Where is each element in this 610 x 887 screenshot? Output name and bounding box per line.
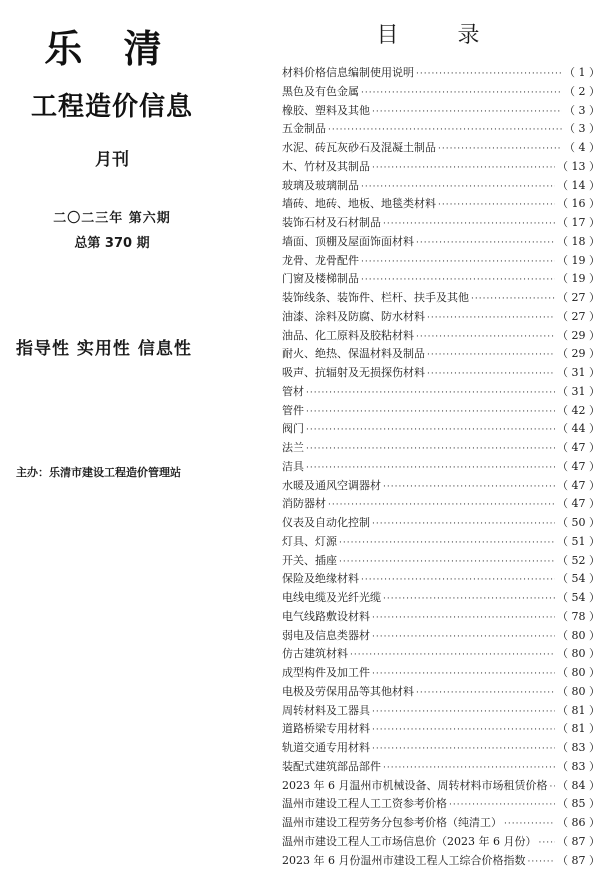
- toc-entry-title: 装饰石材及石材制品: [282, 216, 381, 229]
- toc-title: 目 录: [376, 23, 506, 48]
- toc-leader-dots: [372, 515, 555, 533]
- toc-entry-page: （ 19 ）: [557, 253, 600, 267]
- toc-entry-title: 水泥、砖瓦灰砂石及混凝土制品: [282, 141, 436, 154]
- toc-entry[interactable]: [282, 814, 600, 833]
- toc-leader-dots: [383, 759, 555, 777]
- toc-entry[interactable]: [282, 720, 600, 739]
- toc-entry[interactable]: [282, 645, 600, 664]
- toc-entry-page: （ 3 ）: [564, 122, 600, 136]
- toc-entry[interactable]: [282, 158, 600, 177]
- toc-entry-title: 消防器材: [282, 497, 326, 511]
- slogan: 指导性 实用性 信息性: [16, 339, 192, 359]
- toc-entry-title: 保险及绝缘材料: [282, 572, 359, 586]
- total-issue-number: 总第 370 期: [74, 236, 150, 251]
- toc-entry[interactable]: [282, 608, 600, 627]
- toc-leader-dots: [339, 534, 555, 552]
- toc-entry-title: 温州市建设工程人工市场信息价（2023 年 6 月份）: [282, 834, 537, 848]
- toc-entry-title: 木、竹材及其制品: [282, 159, 370, 173]
- toc-leader-dots: [328, 496, 555, 514]
- toc-leader-dots: [504, 815, 555, 833]
- toc-entry-title: 成型构件及加工件: [282, 666, 370, 679]
- toc-entry[interactable]: [282, 495, 600, 514]
- toc-entry[interactable]: [282, 139, 600, 158]
- toc-leader-dots: [350, 646, 555, 664]
- toc-entry-title: 弱电及信息类器材: [282, 628, 370, 642]
- toc-entry-page: （ 4 ）: [564, 141, 600, 154]
- toc-entry-page: （ 50 ）: [557, 516, 600, 529]
- toc-leader-dots: [372, 740, 555, 758]
- toc-entry[interactable]: [282, 252, 600, 271]
- toc-leader-dots: [416, 684, 555, 702]
- toc-leader-dots: [361, 178, 555, 196]
- toc-entry[interactable]: [282, 308, 600, 327]
- toc-entry-title: 管件: [282, 403, 304, 417]
- toc-entry-page: （ 83 ）: [557, 741, 600, 754]
- toc-entry-page: （ 47 ）: [557, 441, 600, 454]
- toc-entry-page: （ 16 ）: [557, 197, 600, 211]
- toc-entry-title: 温州市建设工程人工工资参考价格: [282, 797, 447, 811]
- toc-entry-title: 耐火、绝热、保温材料及制品: [282, 347, 425, 361]
- toc-entry-title: 龙骨、龙骨配件: [282, 253, 359, 267]
- toc-entry-page: （ 78 ）: [557, 609, 600, 623]
- toc-entry-page: （ 83 ）: [557, 759, 600, 773]
- toc-entry-page: （ 18 ）: [557, 234, 600, 248]
- toc-entry[interactable]: [282, 327, 600, 346]
- toc-entry-title: 橡胶、塑料及其他: [282, 103, 370, 117]
- toc-leader-dots: [383, 590, 555, 608]
- toc-leader-dots: [416, 234, 555, 252]
- toc-leader-dots: [383, 215, 555, 233]
- toc-list: [282, 64, 600, 870]
- toc-leader-dots: [427, 309, 555, 327]
- cover-panel: [0, 0, 280, 887]
- toc-entry-page: （ 47 ）: [557, 497, 600, 511]
- toc-leader-dots: [306, 421, 555, 439]
- toc-entry-page: （ 54 ）: [557, 572, 600, 586]
- toc-entry-title: 洁具: [282, 459, 304, 473]
- toc-entry[interactable]: [282, 402, 600, 421]
- toc-entry-title: 油漆、涂料及防腐、防水材料: [282, 309, 425, 323]
- toc-entry-title: 轨道交通专用材料: [282, 741, 370, 754]
- toc-leader-dots: [372, 721, 555, 739]
- toc-entry[interactable]: [282, 533, 600, 552]
- toc-leader-dots: [527, 853, 555, 871]
- toc-entry-title: 门窗及楼梯制品: [282, 272, 359, 286]
- toc-entry-page: （ 42 ）: [557, 403, 600, 417]
- toc-leader-dots: [339, 553, 555, 571]
- toc-leader-dots: [372, 609, 555, 627]
- toc-entry-title: 仿古建筑材料: [282, 647, 348, 661]
- toc-entry-title: 吸声、抗辐射及无损探伤材料: [282, 366, 425, 379]
- toc-entry-page: （ 86 ）: [557, 816, 600, 829]
- toc-entry[interactable]: [282, 439, 600, 458]
- toc-entry[interactable]: [282, 420, 600, 439]
- toc-entry-title: 灯具、灯源: [282, 534, 337, 548]
- toc-entry-title: 阀门: [282, 422, 304, 436]
- toc-entry-page: （ 19 ）: [557, 272, 600, 286]
- toc-entry-page: （ 54 ）: [557, 591, 600, 604]
- toc-entry[interactable]: [282, 664, 600, 683]
- toc-leader-dots: [372, 103, 562, 121]
- toc-leader-dots: [361, 271, 555, 289]
- toc-entry-page: （ 14 ）: [557, 178, 600, 192]
- toc-leader-dots: [328, 121, 562, 139]
- toc-entry[interactable]: [282, 739, 600, 758]
- toc-leader-dots: [306, 403, 555, 421]
- toc-entry-page: （ 81 ）: [557, 722, 600, 736]
- toc-leader-dots: [471, 290, 555, 308]
- toc-entry[interactable]: [282, 383, 600, 402]
- toc-entry-page: （ 52 ）: [557, 553, 600, 567]
- toc-entry-title: 开关、插座: [282, 553, 337, 567]
- toc-entry-page: （ 80 ）: [557, 684, 600, 698]
- toc-leader-dots: [361, 84, 562, 102]
- toc-entry-page: （ 27 ）: [557, 291, 600, 304]
- toc-leader-dots: [372, 628, 555, 646]
- toc-leader-dots: [372, 703, 555, 721]
- toc-leader-dots: [361, 253, 555, 271]
- toc-entry[interactable]: [282, 364, 600, 383]
- toc-leader-dots: [427, 346, 555, 364]
- toc-entry-page: （ 27 ）: [557, 309, 600, 323]
- toc-entry[interactable]: [282, 214, 600, 233]
- toc-entry-page: （ 85 ）: [557, 797, 600, 811]
- toc-entry-title: 温州市建设工程劳务分包参考价格（纯清工）: [282, 816, 502, 829]
- toc-entry-title: 装配式建筑部品部件: [282, 759, 381, 773]
- toc-entry-title: 管材: [282, 384, 304, 398]
- toc-entry[interactable]: [282, 120, 600, 139]
- toc-leader-dots: [306, 459, 555, 477]
- toc-entry-page: （ 1 ）: [564, 66, 600, 79]
- toc-entry-page: （ 80 ）: [557, 666, 600, 679]
- toc-entry-page: （ 3 ）: [564, 103, 600, 117]
- publication-frequency: 月刊: [95, 150, 129, 170]
- toc-entry-title: 电线电缆及光纤光缆: [282, 591, 381, 604]
- toc-leader-dots: [361, 571, 555, 589]
- toc-entry[interactable]: [282, 177, 600, 196]
- toc-leader-dots: [438, 140, 562, 158]
- toc-entry-title: 黑色及有色金属: [282, 84, 359, 98]
- toc-entry-title: 装饰线条、装饰件、栏杆、扶手及其他: [282, 291, 469, 304]
- toc-entry-page: （ 44 ）: [557, 422, 600, 436]
- toc-entry-page: （ 17 ）: [557, 216, 600, 229]
- toc-entry-title: 仪表及自动化控制: [282, 516, 370, 529]
- toc-entry[interactable]: [282, 627, 600, 646]
- toc-entry[interactable]: [282, 83, 600, 102]
- toc-entry-title: 电极及劳保用品等其他材料: [282, 684, 414, 698]
- toc-entry[interactable]: [282, 514, 600, 533]
- toc-leader-dots: [449, 796, 555, 814]
- toc-entry[interactable]: [282, 683, 600, 702]
- toc-entry-title: 五金制品: [282, 122, 326, 136]
- toc-entry-page: （ 81 ）: [557, 703, 600, 717]
- toc-entry-page: （ 29 ）: [557, 328, 600, 342]
- toc-entry[interactable]: [282, 702, 600, 721]
- toc-entry-page: （ 31 ）: [557, 366, 600, 379]
- toc-entry-title: 2023 年 6 月份温州市建设工程人工综合价格指数: [282, 853, 526, 867]
- toc-leader-dots: [416, 65, 562, 83]
- toc-entry-title: 周转材料及工器具: [282, 703, 370, 717]
- toc-entry[interactable]: [282, 64, 600, 83]
- toc-leader-dots: [383, 478, 555, 496]
- table-of-contents: [282, 0, 600, 887]
- toc-entry[interactable]: [282, 458, 600, 477]
- toc-leader-dots: [438, 196, 555, 214]
- toc-entry[interactable]: [282, 758, 600, 777]
- toc-entry-title: 法兰: [282, 441, 304, 454]
- toc-entry[interactable]: [282, 233, 600, 252]
- toc-entry-title: 道路桥梁专用材料: [282, 722, 370, 736]
- toc-entry-page: （ 80 ）: [557, 628, 600, 642]
- toc-entry[interactable]: [282, 270, 600, 289]
- toc-leader-dots: [306, 440, 555, 458]
- toc-entry-page: （ 47 ）: [557, 459, 600, 473]
- toc-entry-page: （ 87 ）: [557, 834, 600, 848]
- toc-entry-page: （ 29 ）: [557, 347, 600, 361]
- publication-title: 工程造价信息: [30, 92, 193, 122]
- toc-entry[interactable]: [282, 345, 600, 364]
- toc-entry-page: （ 13 ）: [557, 159, 600, 173]
- toc-leader-dots: [416, 328, 555, 346]
- toc-entry[interactable]: [282, 570, 600, 589]
- toc-entry-page: （ 2 ）: [564, 84, 600, 98]
- toc-entry-title: 玻璃及玻璃制品: [282, 178, 359, 192]
- toc-entry-title: 墙砖、地砖、地板、地毯类材料: [282, 197, 436, 211]
- toc-entry-title: 电气线路敷设材料: [282, 609, 370, 623]
- toc-entry-page: （ 84 ）: [557, 778, 600, 792]
- toc-entry[interactable]: [282, 477, 600, 496]
- toc-entry-title: 2023 年 6 月温州市机械设备、周转材料市场租赁价格: [282, 778, 548, 792]
- toc-leader-dots: [549, 778, 555, 796]
- toc-entry-page: （ 47 ）: [557, 478, 600, 492]
- toc-leader-dots: [372, 665, 555, 683]
- toc-entry-page: （ 31 ）: [557, 384, 600, 398]
- toc-entry-page: （ 51 ）: [557, 534, 600, 548]
- toc-entry[interactable]: [282, 852, 600, 871]
- toc-entry[interactable]: [282, 777, 600, 796]
- toc-leader-dots: [427, 365, 555, 383]
- issue-number: 二〇二三年 第六期: [53, 211, 171, 226]
- toc-entry-title: 墙面、顶棚及屋面饰面材料: [282, 234, 414, 248]
- toc-entry[interactable]: [282, 552, 600, 571]
- toc-entry[interactable]: [282, 195, 600, 214]
- toc-entry[interactable]: [282, 589, 600, 608]
- toc-leader-dots: [372, 159, 555, 177]
- toc-entry[interactable]: [282, 795, 600, 814]
- toc-entry[interactable]: [282, 833, 600, 852]
- sponsor: 主办：乐清市建设工程造价管理站: [16, 466, 181, 479]
- toc-entry-title: 油品、化工原料及胶粘材料: [282, 328, 414, 342]
- toc-entry-title: 水暖及通风空调器材: [282, 478, 381, 492]
- toc-leader-dots: [306, 384, 555, 402]
- toc-entry-page: （ 87 ）: [557, 853, 600, 867]
- toc-entry[interactable]: [282, 102, 600, 121]
- toc-entry[interactable]: [282, 289, 600, 308]
- toc-entry-title: 材料价格信息编制使用说明: [282, 66, 414, 79]
- city-name: 乐 清: [44, 27, 176, 71]
- toc-entry-page: （ 80 ）: [557, 647, 600, 661]
- toc-leader-dots: [538, 834, 555, 852]
